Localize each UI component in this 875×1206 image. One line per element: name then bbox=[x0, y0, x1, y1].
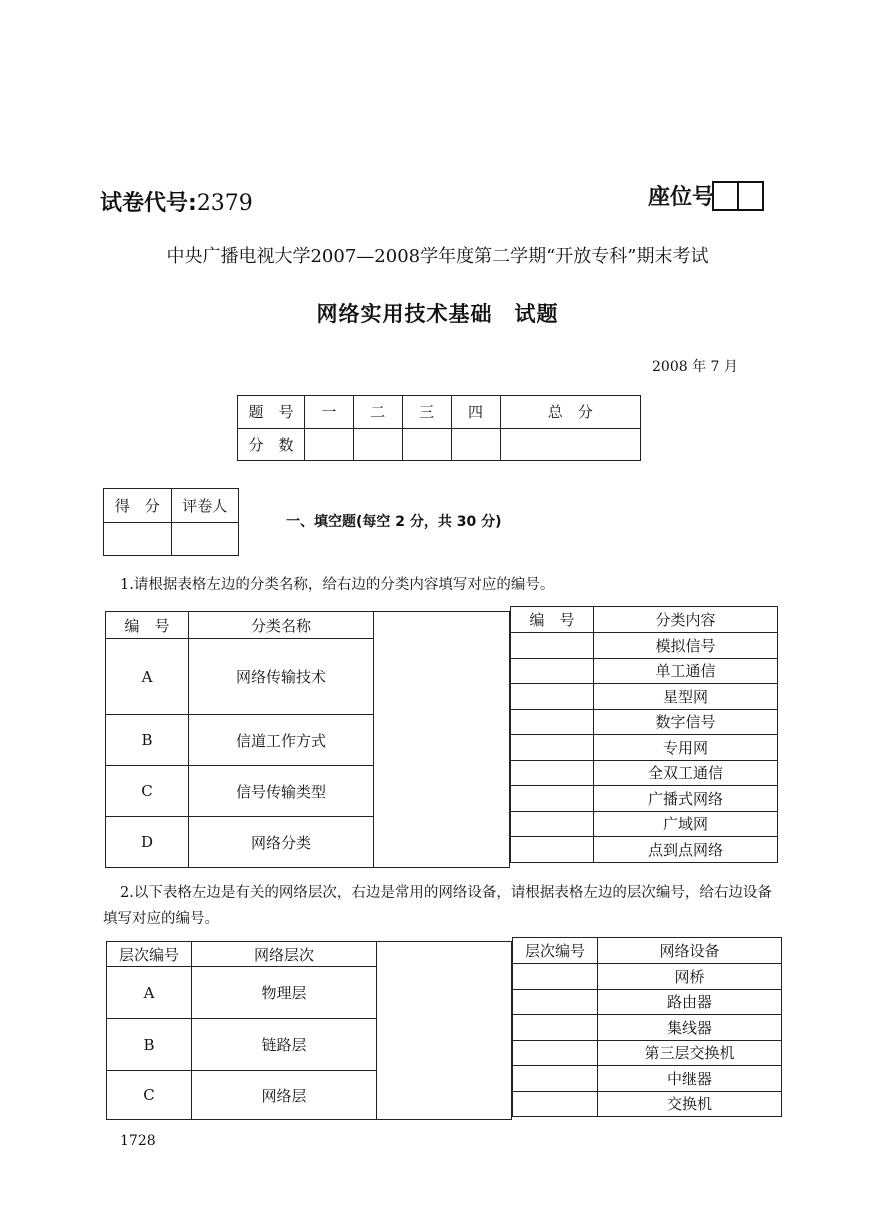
paper-code bbox=[100, 186, 253, 217]
item-content: 第三层交换机 bbox=[598, 1040, 782, 1066]
score-cell[interactable] bbox=[451, 428, 500, 461]
seat-box[interactable] bbox=[737, 181, 764, 211]
score-header-row bbox=[238, 396, 641, 429]
answer-input-cell[interactable] bbox=[511, 735, 594, 761]
table-row bbox=[511, 633, 778, 659]
column-header: 分类内容 bbox=[594, 607, 778, 633]
seat-number bbox=[648, 180, 764, 211]
item-content: 星型网 bbox=[594, 684, 778, 710]
item-content: 广域网 bbox=[594, 811, 778, 837]
row-name: 网络层 bbox=[192, 1071, 377, 1120]
answer-input-cell[interactable] bbox=[513, 1015, 598, 1041]
exam-title: 中央广播电视大学2007—2008学年度第二学期“开放专科”期末考试 bbox=[166, 246, 709, 267]
column-header: 层次编号 bbox=[513, 938, 598, 964]
answer-input-cell[interactable] bbox=[511, 684, 594, 710]
score-cell[interactable] bbox=[500, 428, 641, 461]
table-row bbox=[513, 1015, 782, 1041]
row-code: C bbox=[106, 766, 189, 817]
score-cell[interactable] bbox=[353, 428, 402, 461]
score-table bbox=[237, 395, 641, 461]
grader-label: 评卷人 bbox=[171, 489, 239, 523]
item-content: 点到点网络 bbox=[594, 837, 778, 863]
row-code: D bbox=[106, 817, 189, 868]
table-row bbox=[511, 684, 778, 710]
table-row bbox=[511, 760, 778, 786]
answer-input-cell[interactable] bbox=[513, 1040, 598, 1066]
item-content: 网桥 bbox=[598, 964, 782, 990]
subject-title: 网络实用技术基础 试题 bbox=[316, 302, 559, 326]
score-header-cell: 题 号 bbox=[238, 396, 305, 429]
answer-input-cell[interactable] bbox=[513, 989, 598, 1015]
paper-code-label: 试卷代号: bbox=[100, 191, 197, 216]
score-header-cell: 四 bbox=[451, 396, 500, 429]
row-code: B bbox=[106, 715, 189, 766]
item-content: 广播式网络 bbox=[594, 786, 778, 812]
score-row-label: 分 数 bbox=[238, 428, 305, 461]
row-name: 网络分类 bbox=[189, 817, 374, 868]
column-header: 网络层次 bbox=[192, 942, 377, 967]
answer-input-cell[interactable] bbox=[513, 1066, 598, 1092]
score-label: 得 分 bbox=[104, 489, 172, 523]
item-content: 路由器 bbox=[598, 989, 782, 1015]
row-name: 网络传输技术 bbox=[189, 639, 374, 715]
table-row bbox=[513, 964, 782, 990]
table-row bbox=[513, 1091, 782, 1117]
answer-input-cell[interactable] bbox=[511, 760, 594, 786]
row-name: 物理层 bbox=[192, 967, 377, 1019]
table-row bbox=[513, 1066, 782, 1092]
grader-input-cell[interactable] bbox=[171, 522, 239, 556]
score-cell[interactable] bbox=[305, 428, 354, 461]
item-content: 模拟信号 bbox=[594, 633, 778, 659]
score-value-row bbox=[238, 428, 641, 461]
q1-right-table bbox=[510, 606, 778, 863]
q1-left-table bbox=[105, 611, 510, 868]
column-header: 编 号 bbox=[511, 607, 594, 633]
row-name: 链路层 bbox=[192, 1019, 377, 1071]
table-row bbox=[511, 658, 778, 684]
answer-input-cell[interactable] bbox=[511, 786, 594, 812]
table-row bbox=[513, 1040, 782, 1066]
score-header-cell: 一 bbox=[305, 396, 354, 429]
table-row bbox=[511, 811, 778, 837]
answer-input-cell[interactable] bbox=[511, 811, 594, 837]
page-number: 1728 bbox=[120, 1133, 156, 1149]
paper-code-value: 2379 bbox=[196, 191, 253, 216]
item-content: 全双工通信 bbox=[594, 760, 778, 786]
score-cell[interactable] bbox=[402, 428, 451, 461]
answer-input-cell[interactable] bbox=[511, 709, 594, 735]
exam-date: 2008 年 7 月 bbox=[652, 359, 738, 375]
score-header-cell: 总 分 bbox=[500, 396, 641, 429]
row-name: 信道工作方式 bbox=[189, 715, 374, 766]
score-header-cell: 三 bbox=[402, 396, 451, 429]
answer-input-cell[interactable] bbox=[511, 633, 594, 659]
q2-right-table bbox=[512, 937, 782, 1117]
table-row bbox=[511, 837, 778, 863]
column-header: 分类名称 bbox=[189, 612, 374, 639]
section-heading: 一、填空题(每空 2 分，共 30 分) bbox=[286, 514, 502, 530]
spacer-column bbox=[377, 942, 512, 1120]
seat-box[interactable] bbox=[712, 181, 739, 211]
score-header-cell: 二 bbox=[353, 396, 402, 429]
item-content: 集线器 bbox=[598, 1015, 782, 1041]
item-content: 单工通信 bbox=[594, 658, 778, 684]
table-row bbox=[513, 989, 782, 1015]
seat-label: 座位号 bbox=[648, 185, 715, 210]
item-content: 中继器 bbox=[598, 1066, 782, 1092]
answer-input-cell[interactable] bbox=[511, 837, 594, 863]
item-content: 专用网 bbox=[594, 735, 778, 761]
row-code: A bbox=[107, 967, 192, 1019]
row-code: A bbox=[106, 639, 189, 715]
item-content: 交换机 bbox=[598, 1091, 782, 1117]
item-content: 数字信号 bbox=[594, 709, 778, 735]
q2-left-table bbox=[106, 941, 512, 1120]
answer-input-cell[interactable] bbox=[513, 1091, 598, 1117]
score-input-cell[interactable] bbox=[104, 522, 172, 556]
row-code: C bbox=[107, 1071, 192, 1120]
answer-input-cell[interactable] bbox=[511, 658, 594, 684]
table-row bbox=[511, 786, 778, 812]
row-name: 信号传输类型 bbox=[189, 766, 374, 817]
column-header: 编 号 bbox=[106, 612, 189, 639]
question-2-text: 2.以下表格左边是有关的网络层次，右边是常用的网络设备，请根据表格左边的层次编号，给右边设备填写对应的编号。 bbox=[103, 885, 772, 927]
table-row bbox=[511, 709, 778, 735]
row-code: B bbox=[107, 1019, 192, 1071]
spacer-column bbox=[374, 612, 510, 868]
question-1-text: 1.请根据表格左边的分类名称，给右边的分类内容填写对应的编号。 bbox=[120, 577, 555, 593]
column-header: 层次编号 bbox=[107, 942, 192, 967]
answer-input-cell[interactable] bbox=[513, 964, 598, 990]
column-header: 网络设备 bbox=[598, 938, 782, 964]
table-row bbox=[511, 735, 778, 761]
grader-table bbox=[103, 488, 239, 556]
